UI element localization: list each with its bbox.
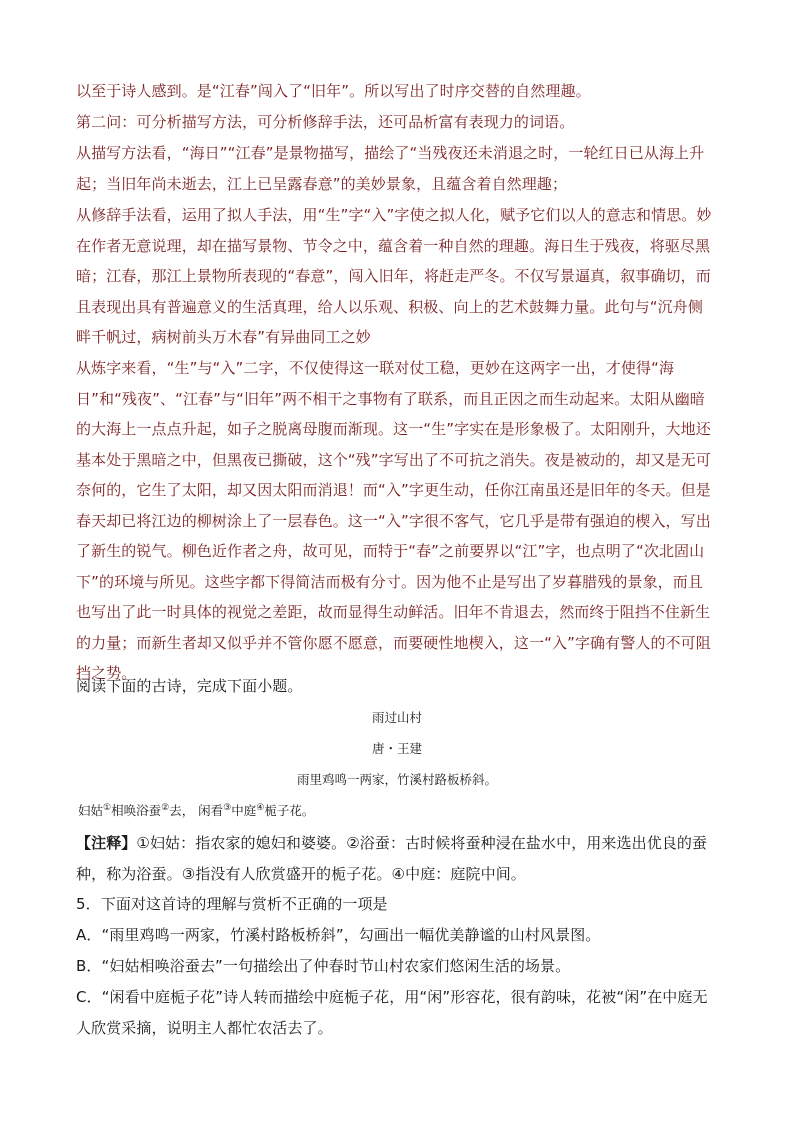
analysis-paragraph-1: 以至于诗人感到。是“江春”闯入了“旧年”。所以写出了时序交替的自然理趣。 xyxy=(76,82,591,100)
reading-instruction: 阅读下面的古诗，完成下面小题。 xyxy=(76,677,303,695)
option-c: C．“闲看中庭栀子花”诗人转而描绘中庭栀子花，用“闲”形容花，很有韵味，花被“闲”在中庭无人欣赏采摘，说明主人都忙农活去了。 xyxy=(76,988,708,1037)
poem-line-2-part-b: 相唤浴蚕 xyxy=(111,803,162,818)
analysis-paragraph-2: 第二问：可分析描写方法，可分析修辞手法，还可品析富有表现力的词语。 xyxy=(76,113,575,131)
poem-author: 唐・王建 xyxy=(371,741,422,756)
note-marker-1: ① xyxy=(103,802,112,813)
analysis-paragraph-3: 从描写方法看，“海日”“江春”是景物描写，描绘了“当残夜还未消退之时，一轮红日已从海上升起；当旧年尚未逝去，江上已呈露春意”的美妙景象，且蕴含着自然理趣； xyxy=(76,144,705,193)
poem-notes xyxy=(76,828,718,889)
notes-text: ①妇姑：指农家的媳妇和婆婆。②浴蚕：古时候将蚕种浸在盐水中，用来选出优良的蚕种，称为浴蚕。③指没有人欣赏盛开的栀子花。④中庭：庭院中间。 xyxy=(76,834,708,883)
poem-line-2-part-e: 栀子花。 xyxy=(264,803,315,818)
poem-line-2 xyxy=(78,801,314,819)
notes-label: 【注释】 xyxy=(76,834,137,852)
poem-line-2-part-a: 妇姑 xyxy=(78,803,104,818)
option-b: B．“妇姑相唤浴蚕去”一句描绘出了仲春时节山村农家们悠闲生活的场景。 xyxy=(76,957,571,975)
note-marker-4: ④ xyxy=(256,802,265,813)
note-marker-3: ③ xyxy=(223,802,232,813)
option-a: A．“雨里鸡鸣一两家，竹溪村路板桥斜”，勾画出一幅优美静谧的山村风景图。 xyxy=(76,926,601,944)
poem-title: 雨过山村 xyxy=(371,710,422,725)
analysis-paragraph-5: 从炼字来看，“生”与“入”二字，不仅使得这一联对仗工稳，更妙在这两字一出，才使得“海日”和“残夜”、“江春”与“旧年”两不相干之事物有了联系，而且正因之而生动起来。太阳从幽暗的大海上一点点升起，如子之脱离母腹而渐现。这一“生”字实在是形象极了。太阳刚升，大地还基本处于黑暗之中，但黑夜已撕破，这个“残”字写出了不可抗之消失。夜是被动的，却又是无可奈何的，它生了太阳，却又因太阳而消退！而“入”字更生动，任你江南虽还是旧年的冬天。但是春天却已将江边的柳树涂上了一层春色。这一“入”字很不客气，它几乎是带有强迫的楔入，写出了新生的锐气。柳色近作者之舟，故可见，而特于“春”之前要界以“江”字，也点明了“次北固山下”的环境与所见。这些字都下得简洁而极有分寸。因为他不止是写出了岁暮腊残的景象，而且也写出了此一时具体的视觉之差距，故而显得生动鲜活。旧年不肯退去，然而终于阻挡不住新生的力量；而新生者却又似乎并不管你愿不愿意，而要硬性地楔入，这一“入”字确有警人的不可阻挡之势。 xyxy=(76,359,711,682)
analysis-paragraph-4: 从修辞手法看，运用了拟人手法，用“生”字“入”字使之拟人化，赋予它们以人的意志和情思。妙在作者无意说理，却在描写景物、节令之中，蕴含着一种自然的理趣。海日生于残夜，将驱尽黑暗；江春，那江上景物所表现的“春意”，闯入旧年，将赶走严冬。不仅写景逼真，叙事确切，而且表现出具有普遍意义的生活真理，给人以乐观、积极、向上的艺术鼓舞力量。此句与“沉舟侧畔千帆过，病树前头万木春”有异曲同工之妙 xyxy=(76,206,712,346)
note-marker-2: ② xyxy=(161,802,170,813)
poem-line-1: 雨里鸡鸣一两家，竹溪村路板桥斜。 xyxy=(296,772,497,787)
poem-line-2-part-c: 去， 闲看 xyxy=(169,803,224,818)
question-stem: 5．下面对这首诗的理解与赏析不正确的一项是 xyxy=(76,895,388,913)
poem-line-2-part-d: 中庭 xyxy=(231,803,257,818)
